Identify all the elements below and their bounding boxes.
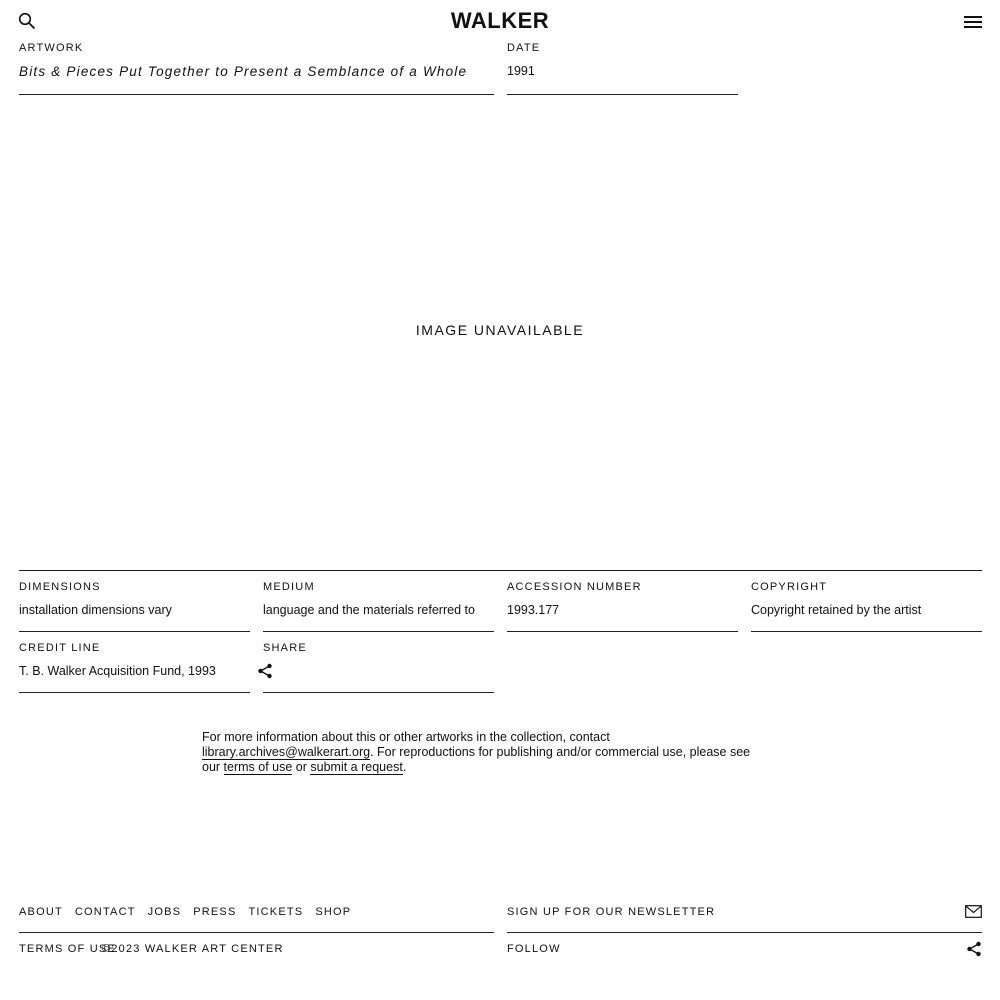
hamburger-menu-icon[interactable]	[964, 16, 982, 30]
date-value: 1991	[507, 64, 535, 78]
footer-copyright: ©2023 WALKER ART CENTER	[102, 943, 284, 955]
medium-label: MEDIUM	[263, 581, 315, 593]
medium-divider	[263, 631, 494, 632]
copyright-label: COPYRIGHT	[751, 581, 828, 593]
copyright-value: Copyright retained by the artist	[751, 603, 922, 617]
footer-nav	[19, 906, 363, 918]
archives-email-link[interactable]: library.archives@walkerart.org	[202, 745, 371, 759]
terms-of-use-link[interactable]: terms of use	[223, 760, 293, 774]
footer-link-about[interactable]: ABOUT	[19, 906, 63, 918]
footer-link-press[interactable]: PRESS	[193, 906, 237, 918]
artwork-title: Bits & Pieces Put Together to Present a Semblance of a Whole	[19, 64, 468, 79]
footer-right-divider	[507, 932, 982, 933]
footer-left-divider	[19, 932, 494, 933]
accession-number-value: 1993.177	[507, 603, 560, 617]
walker-logo[interactable]: WALKER	[450, 8, 550, 33]
artwork-label: ARTWORK	[19, 42, 84, 54]
artwork-divider	[19, 94, 494, 95]
info-text-part: For more information about this or other artworks in the collection, contact	[202, 730, 610, 744]
copyright-divider	[751, 631, 982, 632]
date-divider	[507, 94, 738, 95]
footer-terms-of-use-link[interactable]: TERMS OF USE	[19, 943, 116, 955]
credit-divider	[19, 692, 250, 693]
share-label: SHARE	[263, 642, 307, 654]
credit-line-label: CREDIT LINE	[19, 642, 101, 654]
footer-link-tickets[interactable]: TICKETS	[248, 906, 304, 918]
mail-icon[interactable]	[965, 905, 982, 918]
share-divider	[263, 692, 494, 693]
follow-share-icon[interactable]	[966, 941, 982, 957]
dimensions-value: installation dimensions vary	[19, 603, 172, 617]
share-icon[interactable]	[257, 663, 273, 679]
footer-link-contact[interactable]: CONTACT	[74, 906, 136, 918]
medium-value: language and the materials referred to	[263, 603, 475, 617]
follow-label: FOLLOW	[507, 943, 561, 955]
footer-link-jobs[interactable]: JOBS	[147, 906, 182, 918]
accession-number-label: ACCESSION NUMBER	[507, 581, 642, 593]
accession-divider	[507, 631, 738, 632]
submit-request-link[interactable]: submit a request	[310, 760, 403, 774]
image-unavailable-placeholder: IMAGE UNAVAILABLE	[415, 322, 585, 338]
footer-link-shop[interactable]: SHOP	[315, 906, 352, 918]
newsletter-signup-link[interactable]: SIGN UP FOR OUR NEWSLETTER	[507, 906, 716, 918]
collection-info-text	[202, 730, 762, 775]
details-top-divider	[19, 570, 982, 571]
info-text-part: . For reproductions for publishing and/or commercial use, please see our	[202, 745, 751, 774]
info-text-part: .	[402, 760, 407, 774]
dimensions-label: DIMENSIONS	[19, 581, 101, 593]
credit-line-value: T. B. Walker Acquisition Fund, 1993	[19, 664, 216, 678]
dimensions-divider	[19, 631, 250, 632]
date-label: DATE	[507, 42, 541, 54]
info-text-part: or	[292, 760, 311, 774]
